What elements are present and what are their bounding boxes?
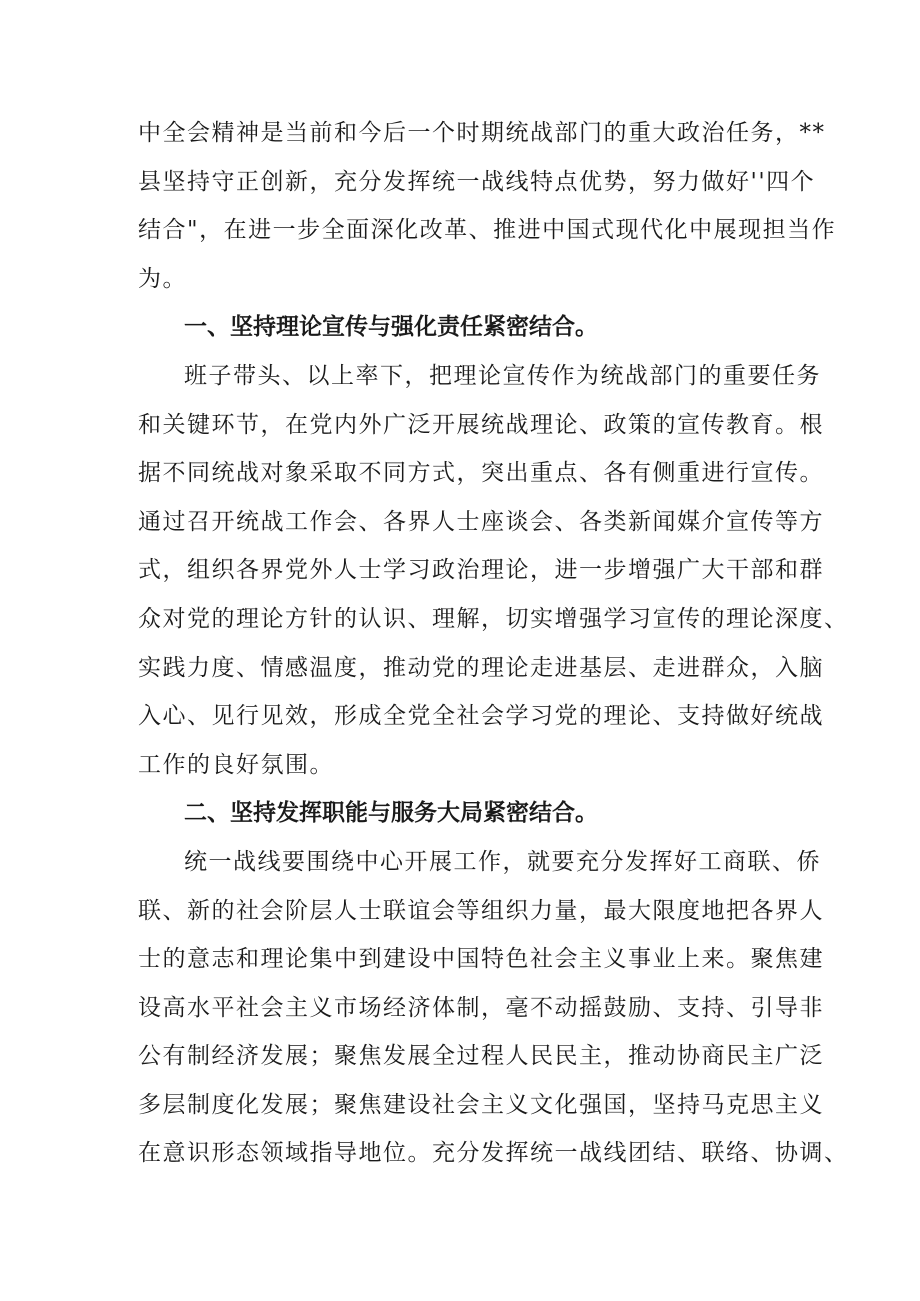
paragraph-line: 为。 <box>138 265 187 292</box>
paragraph-line: 入心、见行见效，形成全党全社会学习党的理论、支持做好统战 <box>138 703 824 730</box>
paragraph-line: 通过召开统战工作会、各界人士座谈会、各类新闻媒介宣传等方 <box>138 508 824 535</box>
paragraph-line: 式，组织各界党外人士学习政治理论，进一步增强广大干部和群 <box>138 557 824 584</box>
paragraph-line: 和关键环节，在党内外广泛开展统战理论、政策的宣传教育。根 <box>138 411 824 438</box>
paragraph-line: 设高水平社会主义市场经济体制，毫不动摇鼓励、支持、引导非 <box>138 994 824 1021</box>
paragraph-line: 县坚持守正创新，充分发挥统一战线特点优势，努力做好''四个 <box>138 168 816 195</box>
paragraph-line: 班子带头、以上率下，把理论宣传作为统战部门的重要任务 <box>184 362 821 389</box>
paragraph-line: 中全会精神是当前和今后一个时期统战部门的重大政治任务，** <box>138 120 826 146</box>
paragraph-line: 结合"，在进一步全面深化改革、推进中国式现代化中展现担当作 <box>138 217 837 244</box>
paragraph-line: 据不同统战对象采取不同方式，突出重点、各有侧重进行宣传。 <box>138 460 824 487</box>
paragraph-line: 多层制度化发展；聚焦建设社会主义文化强国，坚持马克思主义 <box>138 1091 824 1118</box>
document-body <box>138 109 849 1178</box>
section-heading-2: 二、坚持发挥职能与服务大局紧密结合。 <box>184 800 598 827</box>
paragraph-line: 在意识形态领域指导地位。充分发挥统一战线团结、联络、协调、 <box>138 1140 849 1167</box>
paragraph-line: 实践力度、情感温度，推动党的理论走进基层、走进群众，入脑 <box>138 654 824 681</box>
paragraph-line: 士的意志和理论集中到建设中国特色社会主义事业上来。聚焦建 <box>138 946 824 973</box>
paragraph-line: 统一战线要围绕中心开展工作，就要充分发挥好工商联、侨 <box>184 848 821 875</box>
paragraph-line: 联、新的社会阶层人士联谊会等组织力量，最大限度地把各界人 <box>138 897 824 924</box>
paragraph-line: 众对党的理论方针的认识、理解，切实增强学习宣传的理论深度、 <box>138 605 849 632</box>
section-heading-1: 一、坚持理论宣传与强化责任紧密结合。 <box>184 314 598 341</box>
paragraph-line: 工作的良好氛围。 <box>138 751 334 778</box>
paragraph-line: 公有制经济发展；聚焦发展全过程人民民主，推动协商民主广泛 <box>138 1043 824 1070</box>
